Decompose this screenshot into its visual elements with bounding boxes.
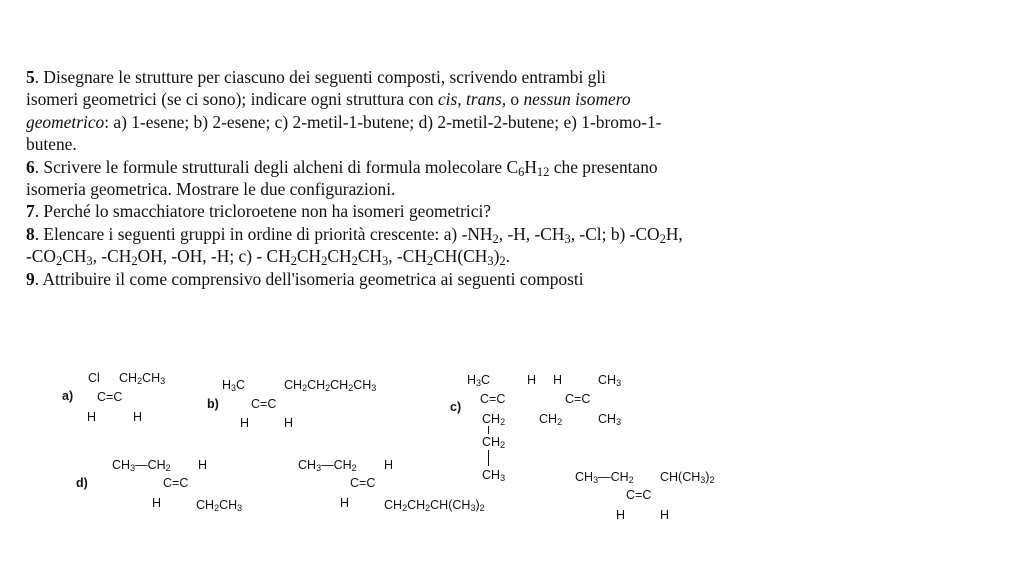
exercise-8-line-1	[26, 245, 1006, 267]
struct-c-chain-2: $CH_2$	[482, 435, 506, 450]
text-run: H	[524, 156, 537, 177]
subscript: 2	[131, 254, 138, 268]
struct-d1-bottom-left: H	[152, 496, 162, 510]
struct-c-bond-1	[488, 426, 489, 434]
text-run: , -CH	[92, 246, 132, 267]
exercise-9-line-0	[26, 268, 1006, 290]
text-run: . Disegnare le strutture per ciascuno dei seguenti composti, scrivendo entrambi gli	[34, 67, 607, 87]
exercise-number: 8	[26, 223, 35, 244]
text-run: cis, trans,	[437, 89, 507, 110]
label-c: c)	[450, 400, 462, 414]
subscript: 3	[382, 254, 389, 268]
subscript: 2	[351, 254, 358, 268]
exercise-5-line-2	[26, 111, 1006, 133]
text-run: -CO	[26, 246, 56, 267]
text-run: CH	[62, 246, 87, 267]
text-run: .	[505, 246, 510, 267]
label-d: d)	[76, 476, 88, 490]
subscript: 2	[659, 231, 666, 246]
text-run: che presentano	[549, 156, 658, 177]
exercise-number: 9	[26, 268, 35, 289]
text-run: . Perché lo smacchiatore tricloroetene non ha isomeri geometrici?	[34, 201, 492, 222]
text-run: . Elencare i seguenti gruppi in ordine di priorità crescente: a) -NH	[34, 223, 493, 244]
text-run: isomeria geometrica. Mostrare le due configurazioni.	[26, 179, 396, 200]
exercise-number: 5	[26, 67, 35, 87]
struct-d3-bottom-left: H	[616, 508, 626, 522]
subscript: 2	[492, 231, 499, 246]
exercise-5-line-3	[26, 133, 1006, 155]
struct-d2-top-right: H	[384, 458, 394, 472]
subscript: 2	[426, 254, 434, 268]
struct-d1-top-right: H	[198, 458, 208, 472]
struct-a-top-right: $CH_2CH_3$	[119, 371, 166, 386]
text-run: CH	[327, 246, 352, 267]
text-run: , -CH	[388, 246, 427, 267]
text-run: , -H, -CH	[498, 223, 565, 244]
struct-b-core: C=C	[251, 397, 277, 411]
text-run: , -Cl; b) -CO	[570, 223, 660, 244]
struct-a-bottom-left: H	[87, 410, 97, 424]
struct-b-bottom-right: H	[284, 416, 294, 430]
subscript: 2	[499, 254, 506, 268]
struct-c-h1: H	[527, 373, 537, 387]
exercise-7-line-0	[26, 200, 1006, 222]
struct-d3-core: C=C	[626, 488, 652, 502]
struct-a-bottom-right: H	[133, 410, 143, 424]
exercise-6-line-0	[26, 156, 1006, 178]
text-run: . Scrivere le formule strutturali degli alcheni di formula molecolare C	[34, 156, 519, 177]
struct-d1-core: C=C	[163, 476, 189, 490]
struct-d2-bottom-right: $CH_2CH_2CH(CH_3)_2$	[384, 498, 485, 513]
text-run: nessun isomero	[523, 89, 631, 110]
text-run: : a) 1-esene; b) 2-esene; c) 2-metil-1-butene; d) 2-metil-2-butene; e) 1-bromo-1-	[104, 111, 662, 132]
struct-b-top-left: $H_3C$	[222, 378, 246, 393]
struct-d2-top-left: $CH_3—CH_2$	[298, 458, 357, 473]
exercise-5-line-1	[26, 88, 1006, 110]
subscript: 3	[564, 231, 571, 246]
struct-b-top-right: $CH_2CH_2CH_2CH_3$	[284, 378, 377, 393]
subscript: 3	[487, 254, 494, 268]
struct-c-core-2: C=C	[565, 392, 591, 406]
text-run: OH, -OH, -H; c) - CH	[137, 246, 291, 267]
structures-figure	[0, 360, 1024, 560]
struct-d1-top-left: $CH_3—CH_2$	[112, 458, 171, 473]
struct-d3-top-left: $CH_3—CH_2$	[575, 470, 634, 485]
text-run: isomeri geometrici (se ci sono); indicare ogni struttura con	[26, 89, 438, 110]
text-run: butene.	[26, 134, 77, 155]
text-run: geometrico	[26, 111, 105, 132]
subscript: 3	[86, 254, 93, 268]
exercise-number: 6	[26, 156, 35, 177]
struct-a-top-left: Cl	[88, 371, 100, 385]
text-run: CH	[296, 246, 322, 267]
text-run: CH	[357, 246, 382, 267]
struct-c-core-1: C=C	[480, 392, 506, 406]
exercise-8-line-0	[26, 223, 1006, 245]
struct-d3-top-right: $CH(CH_3)_2$	[660, 470, 715, 485]
text-run: )	[493, 246, 500, 267]
struct-d1-bottom-right: $CH_2CH_3$	[196, 498, 243, 513]
subscript: 6	[518, 164, 525, 179]
exercise-text	[26, 66, 1006, 290]
text-run: o	[506, 89, 524, 110]
struct-c-top-right: $CH_3$	[598, 373, 622, 388]
subscript: 2	[321, 254, 328, 268]
struct-c-middle: $CH_2$	[539, 412, 563, 427]
struct-c-top-left: $H_3C$	[467, 373, 491, 388]
struct-a-core: C=C	[97, 390, 123, 404]
text-run: CH(CH	[433, 246, 488, 267]
subscript: 12	[536, 164, 550, 179]
struct-b-bottom-left: H	[240, 416, 250, 430]
exercise-number: 7	[26, 201, 35, 222]
label-b: b)	[207, 397, 219, 411]
struct-c-bottom-right: $CH_3$	[598, 412, 622, 427]
subscript: 2	[290, 254, 297, 268]
struct-d3-bottom-right: H	[660, 508, 670, 522]
struct-d2-bottom-left: H	[340, 496, 350, 510]
subscript: 2	[55, 254, 63, 268]
exercise-5-line-0	[26, 66, 1006, 88]
struct-d2-core: C=C	[350, 476, 376, 490]
struct-c-bond-2	[488, 450, 489, 466]
struct-c-chain-3: $CH_3$	[482, 468, 506, 483]
text-run: . Attribuire il come comprensivo dell'isomeria geometrica ai seguenti composti	[34, 268, 584, 289]
struct-c-h2: H	[553, 373, 563, 387]
label-a: a)	[62, 389, 74, 403]
exercise-6-line-1	[26, 178, 1006, 200]
text-run: H,	[665, 223, 683, 244]
struct-c-chain-1: $CH_2$	[482, 412, 506, 427]
